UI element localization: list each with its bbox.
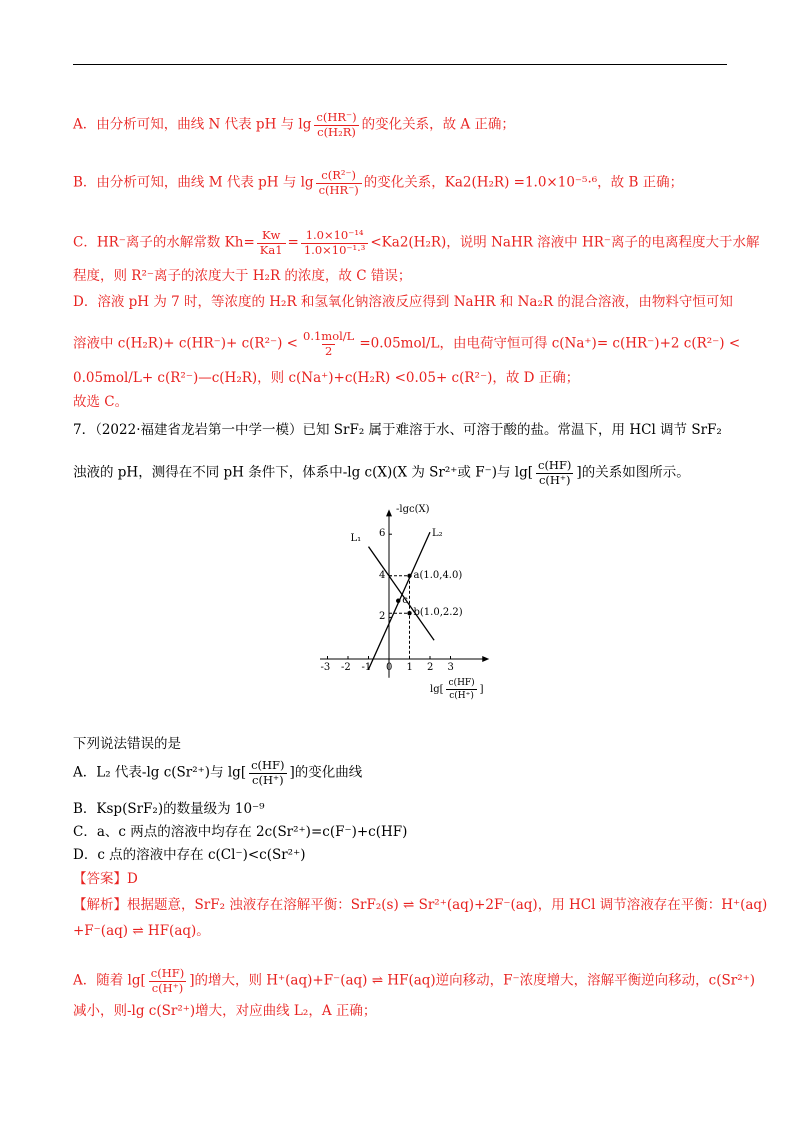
analysis-line2: +F⁻(aq) ⇌ HF(aq)。 (73, 923, 210, 939)
analysis-line1: 【解析】根据题意，SrF₂ 浊液存在溶解平衡：SrF₂(s) ⇌ Sr²⁺(aq)+2F⁻(aq)，用 HCl 调节溶液存在平衡：H⁺(aq) (73, 897, 768, 913)
x-axis-arrow (482, 656, 489, 662)
question-7-line2: 浊液的 pH，测得在不同 pH 条件下，体系中-lg c(X)(X 为 Sr²⁺或 F⁻)与 lg[ $\frac{c(HF)}{c(H^+)}$ ]的关系如图所示。 (73, 458, 690, 487)
chart (320, 500, 500, 705)
series-line (369, 547, 435, 641)
x-tick-label: -3 (320, 662, 331, 673)
answer-line-d3: 0.05mol/L+ c(R²⁻)—c(H₂R)，则 c(Na⁺)+c(H₂R) <0.05+ c(R²⁻)，故 D 正确； (73, 370, 580, 386)
answer-line-d2: 溶液中 c(H₂R)+ c(HR⁻)+ c(R²⁻) < $\frac{\text{0.1mol/L}}{2}$ =0.05mol/L，由电荷守恒可得 c(Na⁺)= c(HR⁻)+2 c(R²⁻) < (73, 329, 741, 358)
answer-line-a: A．由分析可知，曲线 N 代表 pH 与 lg $\frac{c(HR^-)}{\text{c(H₂R)}}$ 的变化关系，故 A 正确； (73, 110, 515, 139)
y-tick-label: 2 (379, 611, 386, 623)
x-tick-label: 2 (427, 662, 434, 673)
y-axis-arrow (386, 509, 392, 516)
option-b: B．Ksp(SrF₂)的数量级为 10⁻⁹ (73, 801, 265, 817)
answer-line-d1: D．溶液 pH 为 7 时，等浓度的 H₂R 和氢氧化钠溶液反应得到 NaHR 和 Na₂R 的混合溶液，由物料守恒可知 (73, 294, 733, 310)
answer-line-b: B．由分析可知，曲线 M 代表 pH 与 lg $\frac{\text{c(R²⁻)}}{c(HR^-)}$ 的变化关系，Ka2(H₂R) =1.0×10⁻⁵·⁶，故 B 正确； (73, 168, 684, 197)
analysis-line3: A．随着 lg[ $\frac{c(HF)}{c(H^+)}$ ]的增大，则 H⁺(aq)+F⁻(aq) ⇌ HF(aq)逆向移动，F⁻浓度增大，溶解平衡逆向移动，c(Sr²⁺) (73, 966, 755, 995)
fraction: $\frac{c(HR^-)}{\text{c(H₂R)}}$ (313, 112, 359, 138)
header-rule (73, 64, 727, 65)
data-point (407, 611, 411, 615)
series-label-l2: L₂ (432, 528, 443, 540)
question-7-line1: 7．（2022·福建省龙岩第一中学一模）已知 SrF₂ 属于难溶于水、可溶于酸的盐。常温下，用 HCl 调节 SrF₂ (73, 422, 722, 438)
x-tick-label: -1 (361, 662, 372, 673)
fraction: $\frac{c(HF)}{c(H^+)}$ (535, 460, 574, 486)
fraction: $\frac{c(HF)}{c(H^+)}$ (248, 760, 287, 786)
x-tick-label: 3 (447, 662, 454, 673)
fraction: $\frac{\text{0.1mol/L}}{2}$ (303, 329, 355, 358)
y-axis-label: -lgc(X) (396, 504, 430, 515)
answer-label: 【答案】D (73, 871, 138, 887)
question-prompt: 下列说法错误的是 (73, 736, 181, 752)
point-label-c: c (402, 594, 408, 606)
fraction: $\frac{\text{1.0×10⁻¹⁴}}{\text{1.0×10⁻¹·³}}$ (301, 230, 369, 256)
x-tick-label: 1 (406, 662, 413, 673)
chart-svg (320, 500, 500, 705)
fraction: $\frac{c(HF)}{c(H^+)}$ (148, 968, 187, 994)
data-point (407, 574, 411, 578)
series-label-l1: L₁ (350, 532, 362, 544)
x-tick-label: -2 (341, 662, 351, 673)
answer-select: 故选 C。 (73, 394, 129, 410)
option-d: D．c 点的溶液中存在 c(Cl⁻)<c(Sr²⁺) (73, 847, 306, 863)
y-tick-label: 4 (379, 569, 386, 581)
y-tick-label: 6 (379, 528, 386, 540)
data-point (396, 599, 400, 603)
answer-line-c2: 程度，则 R²⁻离子的浓度大于 H₂R 的浓度，故 C 错误； (73, 268, 412, 284)
x-axis-label: lg[ $\frac{c(HF)}{c(H^+)}$ ] (430, 678, 484, 701)
point-label-b: b(1.0,2.2) (413, 607, 463, 619)
option-a: A．L₂ 代表-lg c(Sr²⁺)与 lg[ $\frac{c(HF)}{c(H^+)}$ ]的变化曲线 (73, 758, 363, 787)
option-c: C．a、c 两点的溶液中均存在 2c(Sr²⁺)=c(F⁻)+c(HF) (73, 824, 408, 840)
point-label-a: a(1.0,4.0) (413, 569, 463, 581)
answer-line-c1: C．HR⁻离子的水解常数 Kh= $\frac{Kw}{Ka1}$ = $\frac{\text{1.0×10⁻¹⁴}}{\text{1.0×10⁻¹·³}}$ <Ka2(H₂R)，说明 NaHR 溶液中 HR⁻离子的电离程度大于水解 (73, 228, 760, 257)
fraction: $\frac{\text{c(R²⁻)}}{c(HR^-)}$ (316, 170, 362, 196)
fraction: $\frac{Kw}{Ka1}$ (257, 230, 286, 256)
x-tick-label: 0 (386, 662, 393, 673)
analysis-line4: 减小，则-lg c(Sr²⁺)增大，对应曲线 L₂，A 正确； (73, 1003, 377, 1019)
